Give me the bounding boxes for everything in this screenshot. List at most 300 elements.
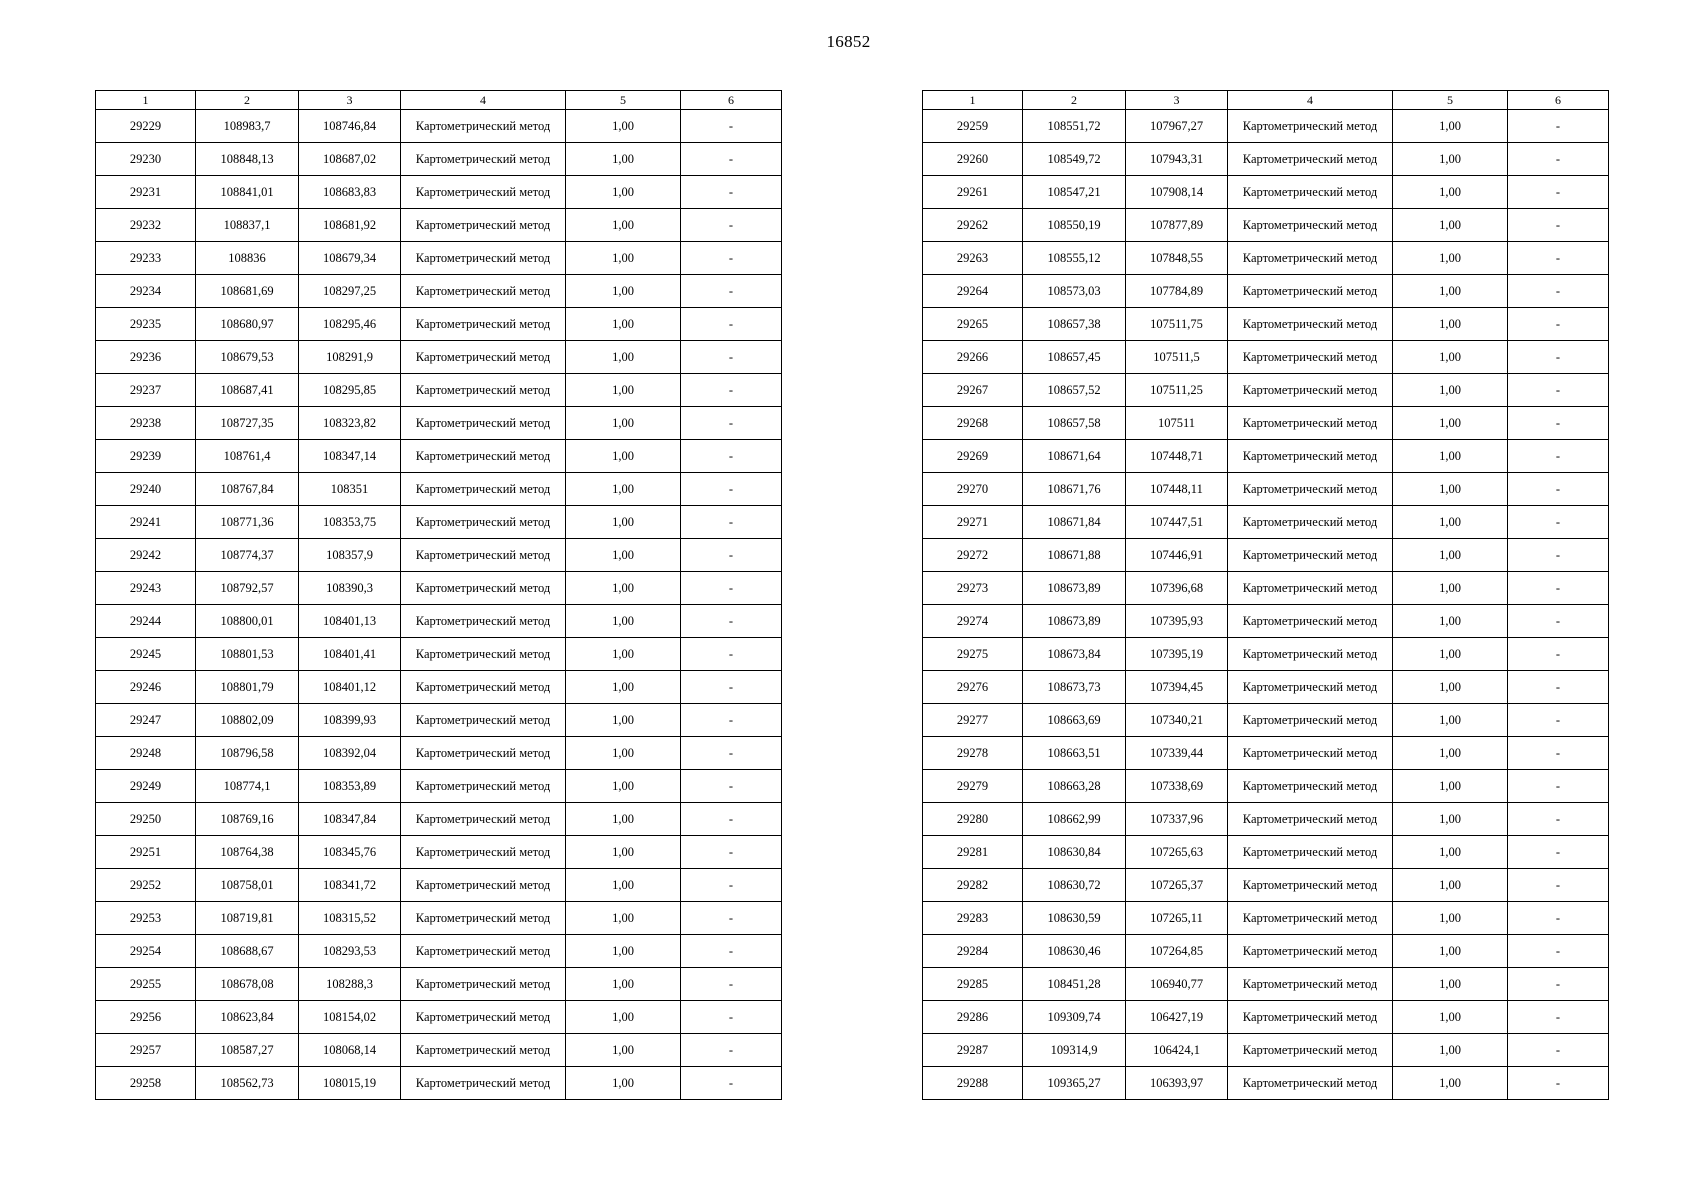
- x-coordinate-cell: 108837,1: [196, 209, 299, 242]
- y-coordinate-cell: 106940,77: [1126, 968, 1228, 1001]
- table-row: [96, 473, 782, 506]
- method-cell: Картометрический метод: [401, 341, 566, 374]
- table-row: [923, 638, 1609, 671]
- header-cell: 4: [401, 91, 566, 110]
- point-number-cell: 29252: [96, 869, 196, 902]
- point-number-cell: 29286: [923, 1001, 1023, 1034]
- table-row: [923, 209, 1609, 242]
- description-cell: -: [1508, 1067, 1609, 1100]
- accuracy-cell: 1,00: [566, 506, 681, 539]
- y-coordinate-cell: 106427,19: [1126, 1001, 1228, 1034]
- y-coordinate-cell: 107265,63: [1126, 836, 1228, 869]
- y-coordinate-cell: 108295,46: [299, 308, 401, 341]
- accuracy-cell: 1,00: [566, 374, 681, 407]
- x-coordinate-cell: 108767,84: [196, 473, 299, 506]
- description-cell: -: [1508, 704, 1609, 737]
- accuracy-cell: 1,00: [566, 869, 681, 902]
- y-coordinate-cell: 107265,11: [1126, 902, 1228, 935]
- method-cell: Картометрический метод: [1228, 473, 1393, 506]
- description-cell: -: [1508, 110, 1609, 143]
- y-coordinate-cell: 108347,14: [299, 440, 401, 473]
- header-cell: 6: [681, 91, 782, 110]
- accuracy-cell: 1,00: [1393, 737, 1508, 770]
- point-number-cell: 29245: [96, 638, 196, 671]
- accuracy-cell: 1,00: [1393, 638, 1508, 671]
- x-coordinate-cell: 108673,89: [1023, 605, 1126, 638]
- y-coordinate-cell: 107394,45: [1126, 671, 1228, 704]
- accuracy-cell: 1,00: [566, 341, 681, 374]
- accuracy-cell: 1,00: [1393, 869, 1508, 902]
- accuracy-cell: 1,00: [1393, 407, 1508, 440]
- description-cell: -: [1508, 1001, 1609, 1034]
- y-coordinate-cell: 108746,84: [299, 110, 401, 143]
- x-coordinate-cell: 108727,35: [196, 407, 299, 440]
- accuracy-cell: 1,00: [566, 242, 681, 275]
- x-coordinate-cell: 108764,38: [196, 836, 299, 869]
- method-cell: Картометрический метод: [401, 242, 566, 275]
- point-number-cell: 29248: [96, 737, 196, 770]
- point-number-cell: 29258: [96, 1067, 196, 1100]
- point-number-cell: 29256: [96, 1001, 196, 1034]
- accuracy-cell: 1,00: [566, 968, 681, 1001]
- description-cell: -: [681, 737, 782, 770]
- accuracy-cell: 1,00: [566, 572, 681, 605]
- table-row: [923, 671, 1609, 704]
- x-coordinate-cell: 108681,69: [196, 275, 299, 308]
- description-cell: -: [681, 935, 782, 968]
- accuracy-cell: 1,00: [1393, 209, 1508, 242]
- x-coordinate-cell: 108671,64: [1023, 440, 1126, 473]
- y-coordinate-cell: 107446,91: [1126, 539, 1228, 572]
- method-cell: Картометрический метод: [401, 836, 566, 869]
- y-coordinate-cell: 107339,44: [1126, 737, 1228, 770]
- table-row: [96, 506, 782, 539]
- point-number-cell: 29276: [923, 671, 1023, 704]
- method-cell: Картометрический метод: [1228, 737, 1393, 770]
- y-coordinate-cell: 108341,72: [299, 869, 401, 902]
- accuracy-cell: 1,00: [566, 473, 681, 506]
- table-row: [923, 374, 1609, 407]
- table-row: [923, 803, 1609, 836]
- table-row: [96, 935, 782, 968]
- y-coordinate-cell: 107264,85: [1126, 935, 1228, 968]
- table-row: [96, 407, 782, 440]
- page-number: 16852: [826, 32, 871, 51]
- table-row: [923, 1034, 1609, 1067]
- point-number-cell: 29243: [96, 572, 196, 605]
- x-coordinate-cell: 108769,16: [196, 803, 299, 836]
- method-cell: Картометрический метод: [401, 935, 566, 968]
- description-cell: -: [681, 572, 782, 605]
- table-row: [96, 770, 782, 803]
- y-coordinate-cell: 108390,3: [299, 572, 401, 605]
- table-row: [96, 902, 782, 935]
- method-cell: Картометрический метод: [401, 902, 566, 935]
- x-coordinate-cell: 108657,58: [1023, 407, 1126, 440]
- description-cell: -: [1508, 242, 1609, 275]
- x-coordinate-cell: 108801,79: [196, 671, 299, 704]
- x-coordinate-cell: 108555,12: [1023, 242, 1126, 275]
- table-row: [96, 275, 782, 308]
- method-cell: Картометрический метод: [1228, 671, 1393, 704]
- point-number-cell: 29265: [923, 308, 1023, 341]
- method-cell: Картометрический метод: [1228, 374, 1393, 407]
- point-number-cell: 29273: [923, 572, 1023, 605]
- x-coordinate-cell: 108802,09: [196, 704, 299, 737]
- point-number-cell: 29254: [96, 935, 196, 968]
- x-coordinate-cell: 108550,19: [1023, 209, 1126, 242]
- x-coordinate-cell: 108663,28: [1023, 770, 1126, 803]
- method-cell: Картометрический метод: [401, 308, 566, 341]
- method-cell: Картометрический метод: [1228, 704, 1393, 737]
- description-cell: -: [681, 110, 782, 143]
- point-number-cell: 29284: [923, 935, 1023, 968]
- x-coordinate-cell: 108688,67: [196, 935, 299, 968]
- description-cell: -: [1508, 638, 1609, 671]
- table-row: [923, 836, 1609, 869]
- description-cell: -: [681, 869, 782, 902]
- method-cell: Картометрический метод: [1228, 869, 1393, 902]
- accuracy-cell: 1,00: [1393, 473, 1508, 506]
- method-cell: Картометрический метод: [1228, 275, 1393, 308]
- point-number-cell: 29278: [923, 737, 1023, 770]
- y-coordinate-cell: 107395,93: [1126, 605, 1228, 638]
- accuracy-cell: 1,00: [1393, 968, 1508, 1001]
- table-row: [96, 803, 782, 836]
- x-coordinate-cell: 109314,9: [1023, 1034, 1126, 1067]
- x-coordinate-cell: 108630,84: [1023, 836, 1126, 869]
- accuracy-cell: 1,00: [1393, 836, 1508, 869]
- table-row: [923, 1067, 1609, 1100]
- method-cell: Картометрический метод: [401, 737, 566, 770]
- x-coordinate-cell: 108623,84: [196, 1001, 299, 1034]
- table-row: [923, 143, 1609, 176]
- table-row: [96, 110, 782, 143]
- method-cell: Картометрический метод: [401, 572, 566, 605]
- point-number-cell: 29244: [96, 605, 196, 638]
- method-cell: Картометрический метод: [1228, 176, 1393, 209]
- table-row: [96, 440, 782, 473]
- method-cell: Картометрический метод: [401, 506, 566, 539]
- point-number-cell: 29283: [923, 902, 1023, 935]
- method-cell: Картометрический метод: [401, 968, 566, 1001]
- header-cell: 1: [96, 91, 196, 110]
- accuracy-cell: 1,00: [566, 143, 681, 176]
- point-number-cell: 29268: [923, 407, 1023, 440]
- description-cell: -: [1508, 506, 1609, 539]
- method-cell: Картометрический метод: [401, 671, 566, 704]
- method-cell: Картометрический метод: [401, 704, 566, 737]
- method-cell: Картометрический метод: [401, 143, 566, 176]
- description-cell: -: [1508, 572, 1609, 605]
- method-cell: Картометрический метод: [1228, 1001, 1393, 1034]
- y-coordinate-cell: 108401,41: [299, 638, 401, 671]
- accuracy-cell: 1,00: [566, 803, 681, 836]
- header-cell: 3: [1126, 91, 1228, 110]
- method-cell: Картометрический метод: [1228, 506, 1393, 539]
- method-cell: Картометрический метод: [401, 209, 566, 242]
- table-row: [96, 671, 782, 704]
- description-cell: -: [681, 308, 782, 341]
- description-cell: -: [681, 176, 782, 209]
- table-row: [96, 143, 782, 176]
- point-number-cell: 29257: [96, 1034, 196, 1067]
- y-coordinate-cell: 108345,76: [299, 836, 401, 869]
- y-coordinate-cell: 108315,52: [299, 902, 401, 935]
- x-coordinate-cell: 108587,27: [196, 1034, 299, 1067]
- method-cell: Картометрический метод: [401, 176, 566, 209]
- point-number-cell: 29231: [96, 176, 196, 209]
- x-coordinate-cell: 108792,57: [196, 572, 299, 605]
- accuracy-cell: 1,00: [1393, 935, 1508, 968]
- description-cell: -: [681, 902, 782, 935]
- accuracy-cell: 1,00: [1393, 803, 1508, 836]
- y-coordinate-cell: 107511,75: [1126, 308, 1228, 341]
- table-row: [96, 341, 782, 374]
- point-number-cell: 29236: [96, 341, 196, 374]
- point-number-cell: 29259: [923, 110, 1023, 143]
- table-row: [923, 1001, 1609, 1034]
- point-number-cell: 29237: [96, 374, 196, 407]
- header-cell: 2: [1023, 91, 1126, 110]
- table-row: [96, 1001, 782, 1034]
- method-cell: Картометрический метод: [401, 374, 566, 407]
- y-coordinate-cell: 107784,89: [1126, 275, 1228, 308]
- table-row: [923, 770, 1609, 803]
- accuracy-cell: 1,00: [566, 704, 681, 737]
- y-coordinate-cell: 108401,12: [299, 671, 401, 704]
- point-number-cell: 29242: [96, 539, 196, 572]
- y-coordinate-cell: 107511,5: [1126, 341, 1228, 374]
- y-coordinate-cell: 107265,37: [1126, 869, 1228, 902]
- x-coordinate-cell: 108562,73: [196, 1067, 299, 1100]
- accuracy-cell: 1,00: [1393, 176, 1508, 209]
- coordinates-table-left: [95, 90, 782, 1100]
- coordinates-table-right: [922, 90, 1609, 1100]
- x-coordinate-cell: 109309,74: [1023, 1001, 1126, 1034]
- table-row: [923, 935, 1609, 968]
- y-coordinate-cell: 107511: [1126, 407, 1228, 440]
- method-cell: Картометрический метод: [401, 770, 566, 803]
- header-cell: 1: [923, 91, 1023, 110]
- header-cell: 5: [1393, 91, 1508, 110]
- x-coordinate-cell: 108801,53: [196, 638, 299, 671]
- description-cell: -: [681, 638, 782, 671]
- y-coordinate-cell: 108295,85: [299, 374, 401, 407]
- point-number-cell: 29229: [96, 110, 196, 143]
- y-coordinate-cell: 107447,51: [1126, 506, 1228, 539]
- x-coordinate-cell: 108679,53: [196, 341, 299, 374]
- accuracy-cell: 1,00: [566, 1034, 681, 1067]
- x-coordinate-cell: 108678,08: [196, 968, 299, 1001]
- x-coordinate-cell: 108983,7: [196, 110, 299, 143]
- description-cell: -: [681, 242, 782, 275]
- method-cell: Картометрический метод: [1228, 242, 1393, 275]
- point-number-cell: 29263: [923, 242, 1023, 275]
- method-cell: Картометрический метод: [401, 1067, 566, 1100]
- description-cell: -: [1508, 176, 1609, 209]
- method-cell: Картометрический метод: [1228, 902, 1393, 935]
- header-cell: 3: [299, 91, 401, 110]
- accuracy-cell: 1,00: [1393, 275, 1508, 308]
- x-coordinate-cell: 108630,59: [1023, 902, 1126, 935]
- description-cell: -: [681, 704, 782, 737]
- point-number-cell: 29267: [923, 374, 1023, 407]
- x-coordinate-cell: 108687,41: [196, 374, 299, 407]
- method-cell: Картометрический метод: [1228, 440, 1393, 473]
- table-row: [96, 539, 782, 572]
- description-cell: -: [681, 473, 782, 506]
- accuracy-cell: 1,00: [566, 275, 681, 308]
- x-coordinate-cell: 108673,84: [1023, 638, 1126, 671]
- method-cell: Картометрический метод: [1228, 308, 1393, 341]
- x-coordinate-cell: 108719,81: [196, 902, 299, 935]
- point-number-cell: 29249: [96, 770, 196, 803]
- y-coordinate-cell: 107908,14: [1126, 176, 1228, 209]
- description-cell: -: [1508, 770, 1609, 803]
- table-row: [923, 110, 1609, 143]
- x-coordinate-cell: 108800,01: [196, 605, 299, 638]
- x-coordinate-cell: 108761,4: [196, 440, 299, 473]
- accuracy-cell: 1,00: [1393, 308, 1508, 341]
- x-coordinate-cell: 108547,21: [1023, 176, 1126, 209]
- description-cell: -: [681, 440, 782, 473]
- point-number-cell: 29266: [923, 341, 1023, 374]
- description-cell: -: [681, 803, 782, 836]
- y-coordinate-cell: 107395,19: [1126, 638, 1228, 671]
- accuracy-cell: 1,00: [566, 1001, 681, 1034]
- description-cell: -: [681, 1067, 782, 1100]
- method-cell: Картометрический метод: [401, 440, 566, 473]
- description-cell: -: [1508, 836, 1609, 869]
- accuracy-cell: 1,00: [566, 671, 681, 704]
- point-number-cell: 29251: [96, 836, 196, 869]
- accuracy-cell: 1,00: [1393, 242, 1508, 275]
- accuracy-cell: 1,00: [1393, 704, 1508, 737]
- y-coordinate-cell: 107396,68: [1126, 572, 1228, 605]
- table-row: [923, 242, 1609, 275]
- description-cell: -: [1508, 605, 1609, 638]
- point-number-cell: 29238: [96, 407, 196, 440]
- table-header: [96, 91, 782, 110]
- x-coordinate-cell: 108774,37: [196, 539, 299, 572]
- header-row: [96, 91, 782, 110]
- description-cell: -: [681, 506, 782, 539]
- description-cell: -: [1508, 440, 1609, 473]
- point-number-cell: 29253: [96, 902, 196, 935]
- x-coordinate-cell: 108663,51: [1023, 737, 1126, 770]
- y-coordinate-cell: 107511,25: [1126, 374, 1228, 407]
- point-number-cell: 29285: [923, 968, 1023, 1001]
- y-coordinate-cell: 107340,21: [1126, 704, 1228, 737]
- description-cell: -: [681, 1034, 782, 1067]
- point-number-cell: 29272: [923, 539, 1023, 572]
- point-number-cell: 29230: [96, 143, 196, 176]
- point-number-cell: 29281: [923, 836, 1023, 869]
- description-cell: -: [1508, 1034, 1609, 1067]
- description-cell: -: [681, 143, 782, 176]
- point-number-cell: 29250: [96, 803, 196, 836]
- method-cell: Картометрический метод: [401, 803, 566, 836]
- point-number-cell: 29260: [923, 143, 1023, 176]
- description-cell: -: [681, 671, 782, 704]
- accuracy-cell: 1,00: [566, 440, 681, 473]
- point-number-cell: 29282: [923, 869, 1023, 902]
- x-coordinate-cell: 108657,45: [1023, 341, 1126, 374]
- y-coordinate-cell: 107848,55: [1126, 242, 1228, 275]
- accuracy-cell: 1,00: [1393, 506, 1508, 539]
- point-number-cell: 29232: [96, 209, 196, 242]
- table-row: [96, 638, 782, 671]
- header-row: [923, 91, 1609, 110]
- table-row: [96, 572, 782, 605]
- method-cell: Картометрический метод: [1228, 572, 1393, 605]
- x-coordinate-cell: 108758,01: [196, 869, 299, 902]
- point-number-cell: 29279: [923, 770, 1023, 803]
- accuracy-cell: 1,00: [1393, 605, 1508, 638]
- table-row: [96, 968, 782, 1001]
- point-number-cell: 29275: [923, 638, 1023, 671]
- description-cell: -: [1508, 803, 1609, 836]
- y-coordinate-cell: 108015,19: [299, 1067, 401, 1100]
- table-row: [96, 869, 782, 902]
- y-coordinate-cell: 108068,14: [299, 1034, 401, 1067]
- accuracy-cell: 1,00: [1393, 539, 1508, 572]
- table-row: [96, 308, 782, 341]
- method-cell: Картометрический метод: [1228, 407, 1393, 440]
- point-number-cell: 29269: [923, 440, 1023, 473]
- y-coordinate-cell: 108288,3: [299, 968, 401, 1001]
- accuracy-cell: 1,00: [566, 737, 681, 770]
- method-cell: Картометрический метод: [401, 638, 566, 671]
- x-coordinate-cell: 108671,88: [1023, 539, 1126, 572]
- y-coordinate-cell: 108323,82: [299, 407, 401, 440]
- description-cell: -: [681, 209, 782, 242]
- description-cell: -: [681, 275, 782, 308]
- table-row: [923, 341, 1609, 374]
- header-cell: 6: [1508, 91, 1609, 110]
- accuracy-cell: 1,00: [566, 770, 681, 803]
- description-cell: -: [1508, 308, 1609, 341]
- method-cell: Картометрический метод: [401, 605, 566, 638]
- x-coordinate-cell: 108671,76: [1023, 473, 1126, 506]
- accuracy-cell: 1,00: [566, 176, 681, 209]
- description-cell: -: [681, 407, 782, 440]
- point-number-cell: 29233: [96, 242, 196, 275]
- x-coordinate-cell: 108630,46: [1023, 935, 1126, 968]
- method-cell: Картометрический метод: [401, 1001, 566, 1034]
- point-number-cell: 29261: [923, 176, 1023, 209]
- table-row: [923, 308, 1609, 341]
- x-coordinate-cell: 108663,69: [1023, 704, 1126, 737]
- accuracy-cell: 1,00: [1393, 143, 1508, 176]
- y-coordinate-cell: 106393,97: [1126, 1067, 1228, 1100]
- point-number-cell: 29262: [923, 209, 1023, 242]
- accuracy-cell: 1,00: [566, 605, 681, 638]
- table-row: [96, 1067, 782, 1100]
- x-coordinate-cell: 108848,13: [196, 143, 299, 176]
- y-coordinate-cell: 108347,84: [299, 803, 401, 836]
- x-coordinate-cell: 108796,58: [196, 737, 299, 770]
- table-row: [96, 605, 782, 638]
- point-number-cell: 29240: [96, 473, 196, 506]
- point-number-cell: 29255: [96, 968, 196, 1001]
- y-coordinate-cell: 107967,27: [1126, 110, 1228, 143]
- accuracy-cell: 1,00: [1393, 572, 1508, 605]
- method-cell: Картометрический метод: [1228, 836, 1393, 869]
- method-cell: Картометрический метод: [401, 275, 566, 308]
- table-row: [923, 737, 1609, 770]
